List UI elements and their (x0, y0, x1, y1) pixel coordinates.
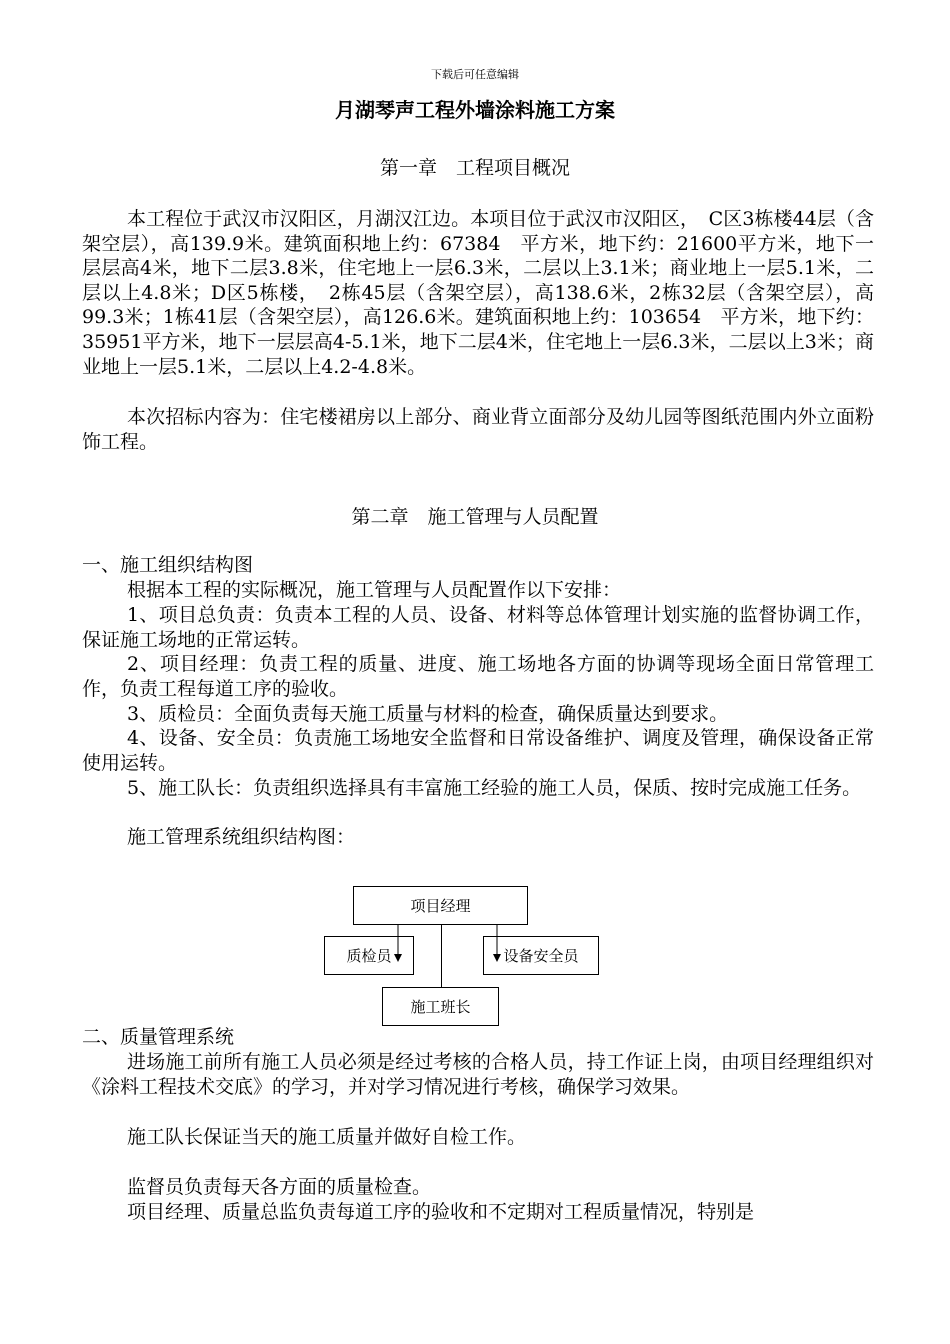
chapter-1-heading: 第一章 工程项目概况 (379, 157, 570, 179)
header-note: 下载后可任意编辑 (431, 68, 519, 81)
section-2-paragraph-4: 项目经理、质量总监负责每道工序的验收和不定期对工程质量情况，特别是 (127, 1201, 755, 1223)
section-2-paragraph-2: 施工队长保证当天的施工质量并做好自检工作。 (127, 1126, 527, 1148)
org-box-equipment-safety: 设备安全员 (483, 936, 599, 975)
arrow-head-left (394, 954, 402, 962)
section-1-title: 一、施工组织结构图 (82, 554, 254, 576)
org-box-quality-inspector: 质检员 (324, 936, 414, 975)
arrow-head-right (493, 954, 501, 962)
org-chart-caption: 施工管理系统组织结构图： (127, 826, 356, 848)
section-1-intro: 根据本工程的实际概况，施工管理与人员配置作以下安排： (127, 579, 622, 601)
section-2-title: 二、质量管理系统 (82, 1026, 235, 1048)
role-item-3: 3、质检员：全面负责每天施工质量与材料的检查，确保质量达到要求。 (127, 703, 729, 725)
role-item-1: 1、项目总负责：负责本工程的人员、设备、材料等总体管理计划实施的监督协调工作，保证施工场地的正常运转。 (82, 604, 874, 651)
chapter-2-heading: 第二章 施工管理与人员配置 (351, 506, 599, 528)
chapter-1-paragraph-2: 本次招标内容为：住宅楼裙房以上部分、商业背立面部分及幼儿园等图纸范围内外立面粉饰工程。 (82, 406, 874, 453)
role-item-2: 2、项目经理：负责工程的质量、进度、施工场地各方面的协调等现场全面日常管理工作，负责工程每道工序的验收。 (82, 653, 874, 700)
section-2-paragraph-1: 进场施工前所有施工人员必须是经过考核的合格人员，持工作证上岗，由项目经理组织对《涂料工程技术交底》的学习，并对学习情况进行考核，确保学习效果。 (82, 1051, 874, 1098)
org-box-project-manager: 项目经理 (353, 886, 528, 925)
role-item-4: 4、设备、安全员：负责施工场地安全监督和日常设备维护、调度及管理，确保设备正常使用运转。 (82, 727, 874, 774)
section-2-paragraph-3: 监督员负责每天各方面的质量检查。 (127, 1176, 432, 1198)
document-title: 月湖琴声工程外墙涂料施工方案 (335, 98, 615, 122)
org-box-team-leader: 施工班长 (382, 987, 499, 1026)
chapter-1-paragraph-1: 本工程位于武汉市汉阳区，月湖汉江边。本项目位于武汉市汉阳区， C区3栋楼44层（含架空层），高139.9米。建筑面积地上约：67384 平方米，地下约：21600平方米，地下一层层高4米，地下二层3.8米，住宅地上一层6.3米，二层以上3.1米；商业地上一层5.1米，二层以上4.8米；D区5栋楼， 2栋45层（含架空层），高138.6米，2栋32层（含架空层），高99.3米；1栋41层（含架空层），高126.6米。建筑面积地上约：103654 平方米，地下约：35951平方米，地下一层层高4-5.1米，地下二层4米，住宅地上一层6.3米，二层以上3米；商业地上一层5.1米，二层以上4.2-4.8米。 (82, 208, 874, 378)
role-item-5: 5、施工队长：负责组织选择具有丰富施工经验的施工人员，保质、按时完成施工任务。 (127, 777, 862, 799)
